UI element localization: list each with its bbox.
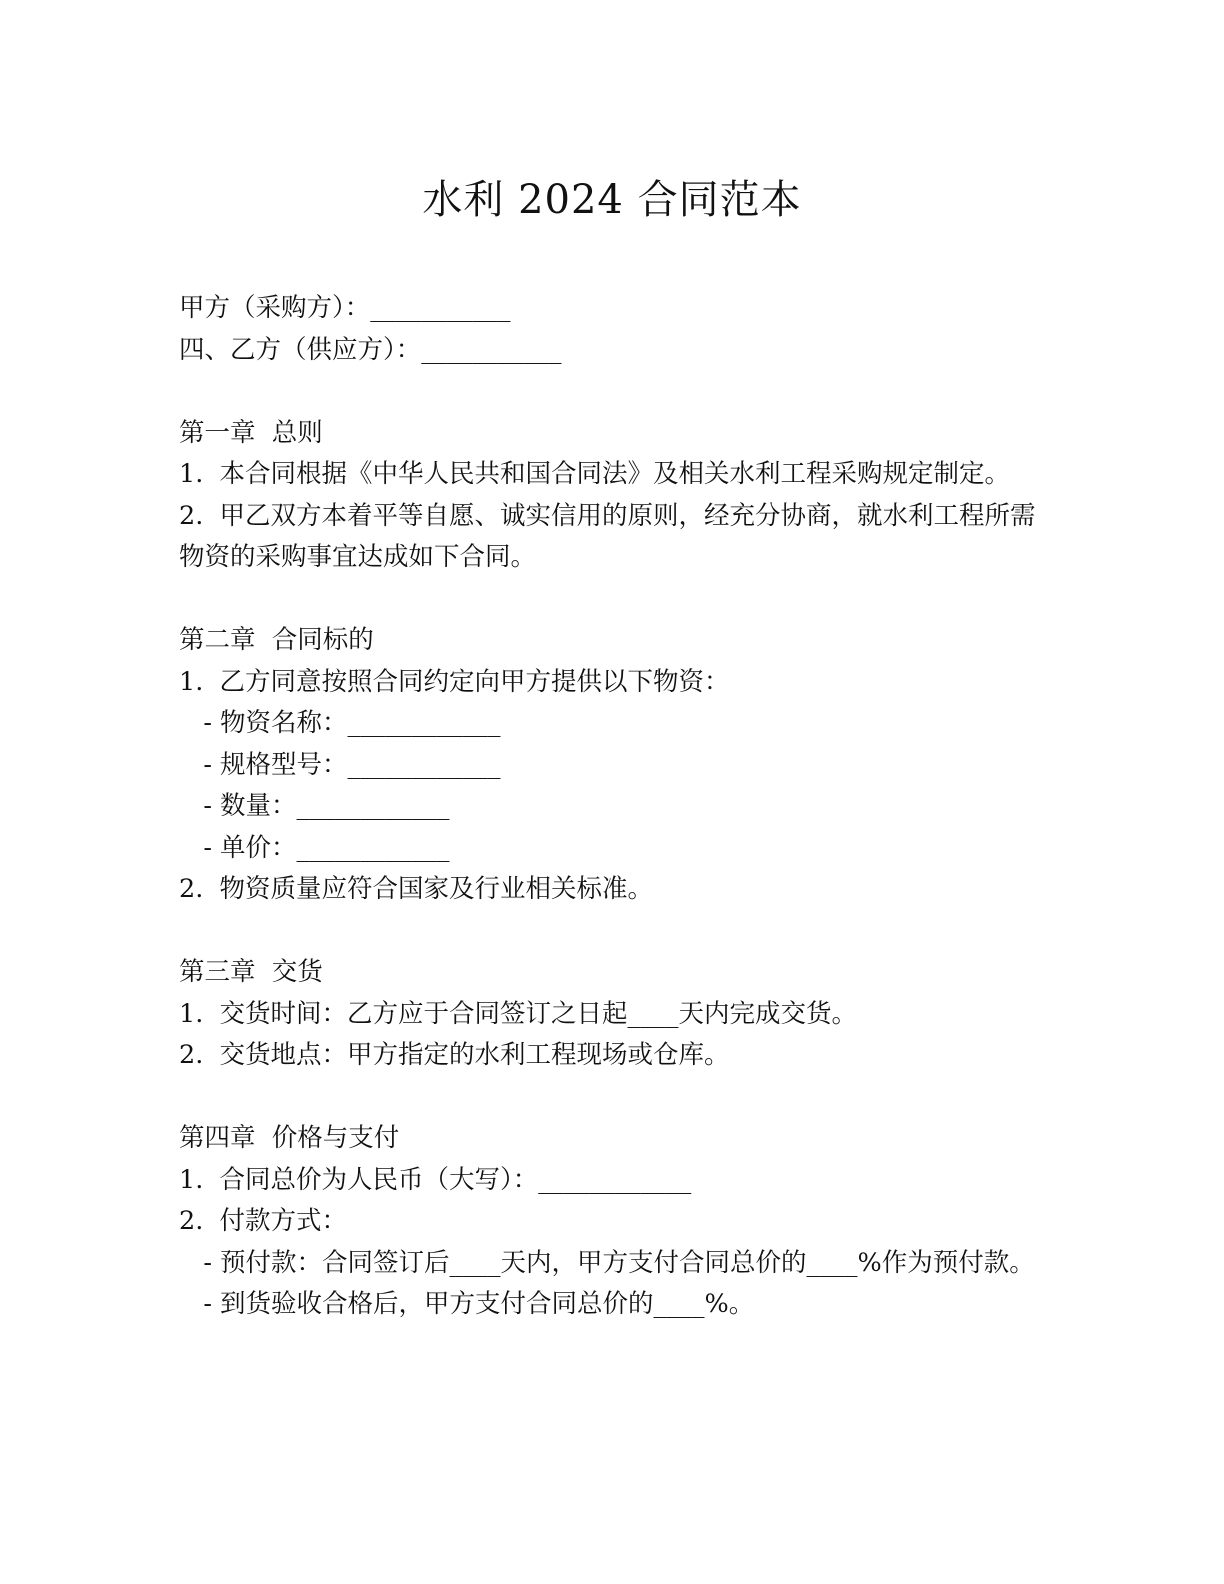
chapter-4-item-2: 2. 付款方式： xyxy=(179,1206,348,1236)
party-a-line: 甲方（采购方）：___________ xyxy=(179,293,511,323)
document-title: 水利 2024 合同范本 xyxy=(422,177,802,223)
chapter-2-subitem-name: - 物资名称：____________ xyxy=(179,708,501,738)
chapter-2-subitem-quantity: - 数量：____________ xyxy=(179,791,450,821)
chapter-1-heading: 第一章 总则 xyxy=(179,417,323,448)
chapter-2-subitem-price: - 单价：____________ xyxy=(179,832,450,863)
chapter-1-item-2: 2. 甲乙双方本着平等自愿、诚实信用的原则，经充分协商，就水利工程所需物资的采购事宜达成如下合同。 xyxy=(179,500,1036,572)
spacer xyxy=(179,911,1039,953)
chapter-4-heading: 第四章 价格与支付 xyxy=(179,1123,400,1153)
spacer xyxy=(179,579,1039,621)
chapter-3-heading: 第三章 交货 xyxy=(179,957,323,987)
document-body xyxy=(179,288,1039,1326)
chapter-3-item-2: 2. 交货地点：甲方指定的水利工程现场或仓库。 xyxy=(179,1040,730,1070)
spacer xyxy=(179,371,1039,413)
chapter-4-item-1: 1. 合同总价为人民币（大写）：____________ xyxy=(179,1164,692,1195)
chapter-2-subitem-spec: - 规格型号：____________ xyxy=(179,749,501,780)
chapter-1-item-1: 1. 本合同根据《中华人民共和国合同法》及相关水利工程采购规定制定。 xyxy=(179,459,1011,489)
chapter-2-item-1: 1. 乙方同意按照合同约定向甲方提供以下物资： xyxy=(179,666,730,697)
chapter-4-subitem-prepayment: - 预付款：合同签订后____天内，甲方支付合同总价的____%作为预付款。 xyxy=(179,1247,1035,1278)
spacer xyxy=(179,1077,1039,1119)
party-b-line: 四、乙方（供应方）：___________ xyxy=(179,334,562,365)
chapter-2-heading: 第二章 合同标的 xyxy=(179,625,374,655)
chapter-3-item-1: 1. 交货时间：乙方应于合同签订之日起____天内完成交货。 xyxy=(179,998,858,1029)
chapter-4-subitem-acceptance-payment: - 到货验收合格后，甲方支付合同总价的____%。 xyxy=(179,1289,755,1319)
chapter-2-item-2: 2. 物资质量应符合国家及行业相关标准。 xyxy=(179,874,654,904)
